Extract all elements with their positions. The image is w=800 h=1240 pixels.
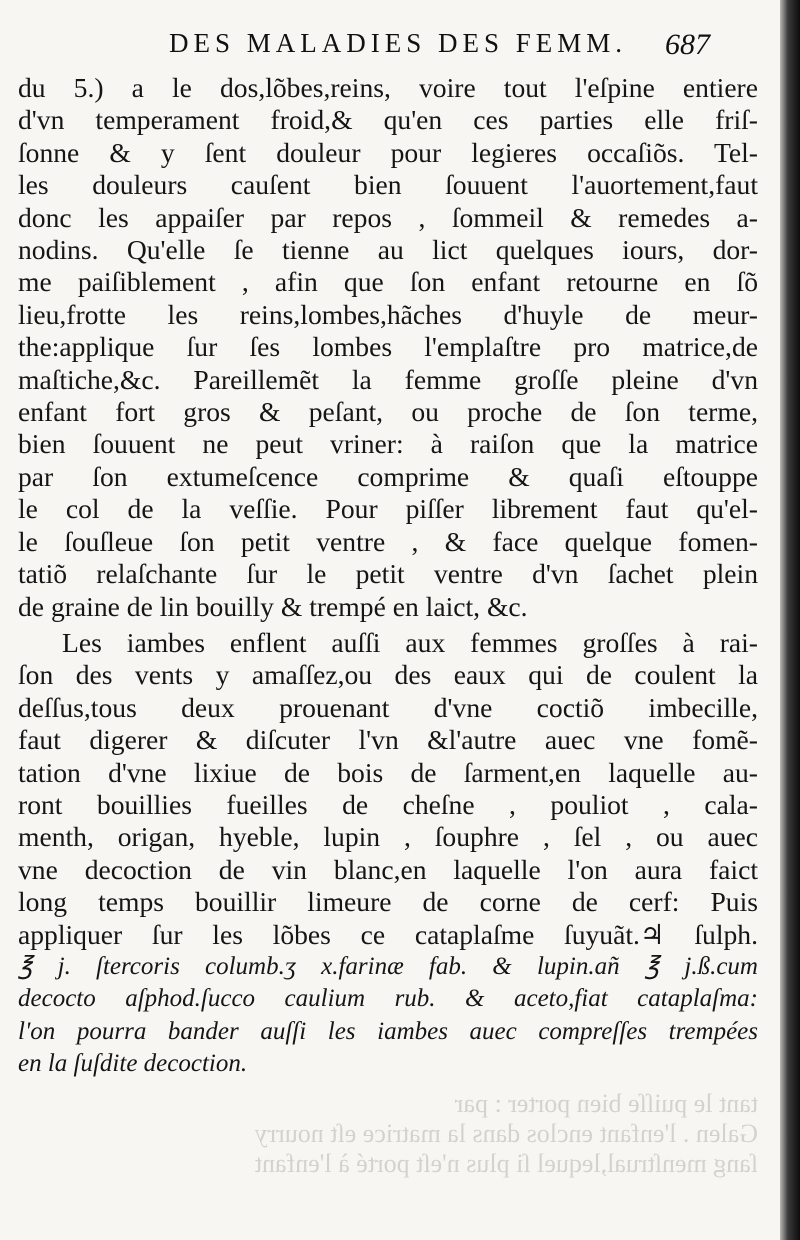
text-line: de graine de lin bouilly & trempé en laict, &c. bbox=[18, 590, 528, 622]
recipe-block bbox=[18, 951, 758, 1081]
text-line: tatiõ relaſchante ſur le petit ventre d'vn ſachet plein bbox=[18, 558, 758, 590]
body-text bbox=[18, 72, 758, 1179]
paragraph-2 bbox=[18, 627, 758, 951]
text-line: Les iambes enflent auſſi aux femmes groſſes à rai- bbox=[62, 626, 758, 658]
bleed-line: Galen . l'enfant enclos dans la matrice eſt nourry bbox=[254, 1118, 758, 1148]
recipe-line: ℥ j. ſtercoris columb.ʒ x.farinæ fab. & lupin.añ ℥ j.ß.cum bbox=[18, 952, 758, 980]
text-line: lieu,frotte les reins,lombes,hãches d'huyle de meur- bbox=[18, 298, 758, 330]
text-line: tation d'vne lixiue de bois de ſarment,en laquelle au- bbox=[18, 756, 758, 788]
text-line: maſtiche,&c. Pareillemẽt la femme groſſe pleine d'vn bbox=[18, 363, 758, 395]
page-number: 687 bbox=[665, 28, 710, 61]
text-line: appliquer ſur les lõbes ce cataplaſme ſuyuãt.♃ ſulph. bbox=[18, 918, 758, 950]
text-line: the:applique ſur ſes lombes l'emplaſtre pro matrice,de bbox=[18, 331, 758, 363]
text-line: faut digerer & diſcuter l'vn &l'autre auec vne fomẽ- bbox=[18, 724, 758, 756]
text-line: du 5.) a le dos,lõbes,reins, voire tout l'eſpine entiere bbox=[18, 72, 758, 103]
text-line: deſſus,tous deux prouenant d'vne coctiõ imbecille, bbox=[18, 691, 758, 723]
paragraph-1 bbox=[18, 72, 758, 623]
text-line: bien ſouuent ne peut vriner: à raiſon que la matrice bbox=[18, 428, 758, 460]
text-line: par ſon extumeſcence comprime & quaſi eſtouppe bbox=[18, 460, 758, 492]
bleed-through-text bbox=[18, 1089, 758, 1179]
text-line: les douleurs cauſent bien ſouuent l'auortement,faut bbox=[18, 169, 758, 201]
text-line: le ſouſleue ſon petit ventre , & face quelque fomen- bbox=[18, 525, 758, 557]
page-header bbox=[18, 28, 758, 72]
text-line: nodins. Qu'elle ſe tienne au lict quelques iours, dor- bbox=[18, 234, 758, 266]
text-line: menth, origan, hyeble, lupin , ſouphre , ſel , ou auec bbox=[18, 821, 758, 853]
bleed-line: tant le puiſſe bien porter : par bbox=[454, 1088, 758, 1118]
text-line: ront bouillies fueilles de cheſne , pouliot , cala- bbox=[18, 788, 758, 820]
text-line: enfant fort gros & peſant, ou proche de ſon terme, bbox=[18, 396, 758, 428]
text-line: long temps bouillir limeure de corne de cerf: Puis bbox=[18, 886, 758, 918]
text-line: ſon des vents y amaſſez,ou des eaux qui de coulent la bbox=[18, 659, 758, 691]
text-line: me paiſiblement , afin que ſon enfant retourne en ſõ bbox=[18, 266, 758, 298]
text-line: le col de la veſſie. Pour piſſer librement faut qu'el- bbox=[18, 493, 758, 525]
text-line: vne decoction de vin blanc,en laquelle l'on aura faict bbox=[18, 853, 758, 885]
recipe-line: decocto aſphod.ſucco caulium rub. & aceto,fiat cataplaſma: bbox=[18, 985, 758, 1013]
recipe-line: en la ſuſdite decoction. bbox=[18, 1050, 248, 1078]
bleed-line: ſang menſtrual,lequel ſi plus n'eſt porté à l'enfant bbox=[254, 1148, 758, 1178]
text-line: d'vn temperament froid,& qu'en ces parties elle friſ- bbox=[18, 104, 758, 136]
running-head: DES MALADIES DES FEMM. bbox=[168, 28, 628, 58]
text-line: donc les appaiſer par repos , ſommeil & remedes a- bbox=[18, 201, 758, 233]
page-edge-shadow bbox=[780, 0, 800, 1240]
text-line: ſonne & y ſent douleur pour legieres occaſiõs. Tel- bbox=[18, 136, 758, 168]
recipe-line: l'on pourra bander auſſi les iambes auec compreſſes trempées bbox=[18, 1017, 758, 1045]
